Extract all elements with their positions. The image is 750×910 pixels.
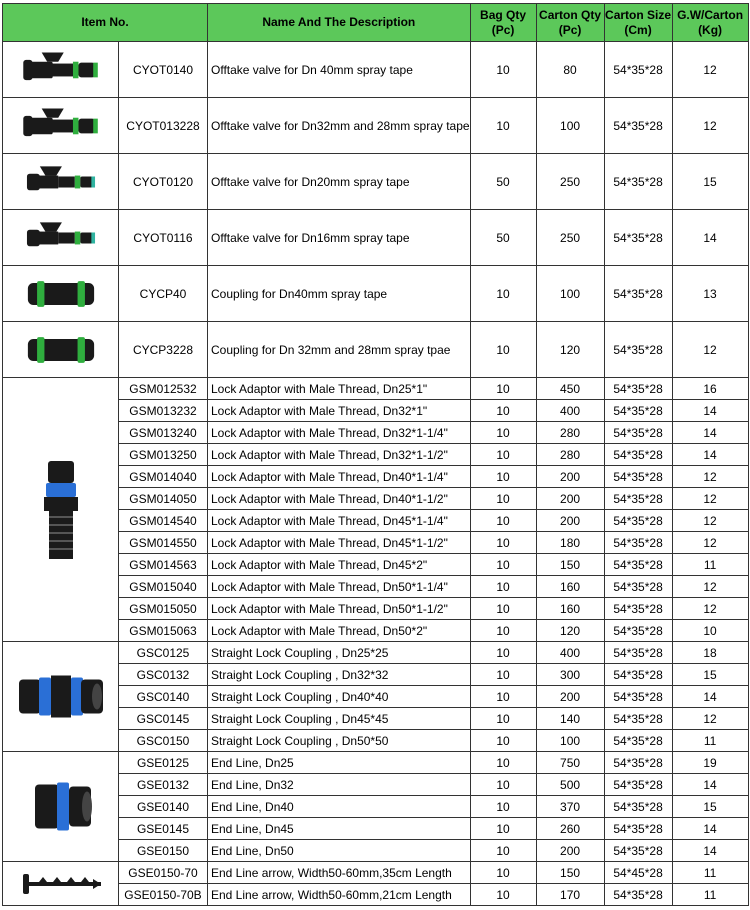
- end-line-arrow-icon: [3, 862, 119, 906]
- gross-weight: 15: [672, 664, 748, 686]
- item-description: Lock Adaptor with Male Thread, Dn40*1-1/2": [208, 488, 471, 510]
- carton-size: 54*35*28: [604, 322, 672, 378]
- carton-size: 54*35*28: [604, 532, 672, 554]
- carton-size: 54*35*28: [604, 884, 672, 906]
- item-description: Lock Adaptor with Male Thread, Dn45*1-1/4": [208, 510, 471, 532]
- item-description: Offtake valve for Dn20mm spray tape: [208, 154, 471, 210]
- bag-qty: 10: [470, 98, 536, 154]
- bag-qty: 10: [470, 400, 536, 422]
- gross-weight: 12: [672, 42, 748, 98]
- gross-weight: 11: [672, 884, 748, 906]
- carton-qty: 280: [536, 422, 604, 444]
- item-description: Offtake valve for Dn32mm and 28mm spray tape: [208, 98, 471, 154]
- gross-weight: 11: [672, 554, 748, 576]
- carton-qty: 80: [536, 42, 604, 98]
- item-code: GSM013250: [119, 444, 208, 466]
- bag-qty: 10: [470, 664, 536, 686]
- item-description: Straight Lock Coupling , Dn45*45: [208, 708, 471, 730]
- carton-size: 54*35*28: [604, 642, 672, 664]
- item-code: GSM014040: [119, 466, 208, 488]
- item-description: Straight Lock Coupling , Dn25*25: [208, 642, 471, 664]
- gross-weight: 10: [672, 620, 748, 642]
- bag-qty: 10: [470, 42, 536, 98]
- bag-qty: 10: [470, 488, 536, 510]
- gross-weight: 14: [672, 422, 748, 444]
- carton-qty: 250: [536, 154, 604, 210]
- item-code: CYOT013228: [119, 98, 208, 154]
- item-code: GSC0125: [119, 642, 208, 664]
- carton-qty: 180: [536, 532, 604, 554]
- header-gw: G.W/Carton (Kg): [672, 4, 748, 42]
- carton-qty: 160: [536, 598, 604, 620]
- gross-weight: 12: [672, 708, 748, 730]
- item-code: GSM013232: [119, 400, 208, 422]
- bag-qty: 10: [470, 554, 536, 576]
- item-description: Straight Lock Coupling , Dn50*50: [208, 730, 471, 752]
- carton-qty: 100: [536, 266, 604, 322]
- gross-weight: 12: [672, 488, 748, 510]
- item-description: Offtake valve for Dn16mm spray tape: [208, 210, 471, 266]
- item-description: End Line, Dn25: [208, 752, 471, 774]
- item-code: CYCP40: [119, 266, 208, 322]
- item-description: End Line arrow, Width50-60mm,21cm Length: [208, 884, 471, 906]
- gross-weight: 16: [672, 378, 748, 400]
- item-code: GSM014550: [119, 532, 208, 554]
- item-code: GSM015040: [119, 576, 208, 598]
- item-code: GSM014563: [119, 554, 208, 576]
- table-row: [3, 42, 749, 98]
- item-description: Lock Adaptor with Male Thread, Dn50*2": [208, 620, 471, 642]
- item-description: Lock Adaptor with Male Thread, Dn32*1": [208, 400, 471, 422]
- carton-size: 54*35*28: [604, 400, 672, 422]
- table-row: [3, 154, 749, 210]
- item-code: GSE0125: [119, 752, 208, 774]
- gross-weight: 14: [672, 840, 748, 862]
- bag-qty: 10: [470, 642, 536, 664]
- bag-qty: 10: [470, 620, 536, 642]
- item-code: CYOT0116: [119, 210, 208, 266]
- carton-qty: 200: [536, 510, 604, 532]
- carton-size: 54*35*28: [604, 378, 672, 400]
- bag-qty: 10: [470, 774, 536, 796]
- carton-qty: 750: [536, 752, 604, 774]
- offtake-valve-small-icon: [3, 154, 119, 210]
- gross-weight: 11: [672, 862, 748, 884]
- item-code: GSE0150-70B: [119, 884, 208, 906]
- carton-size: 54*35*28: [604, 664, 672, 686]
- gross-weight: 12: [672, 576, 748, 598]
- carton-size: 54*35*28: [604, 576, 672, 598]
- product-table: [2, 3, 749, 906]
- straight-lock-coupling-icon: [3, 642, 119, 752]
- item-code: GSE0145: [119, 818, 208, 840]
- bag-qty: 10: [470, 510, 536, 532]
- bag-qty: 10: [470, 862, 536, 884]
- carton-qty: 100: [536, 730, 604, 752]
- bag-qty: 10: [470, 818, 536, 840]
- item-code: GSC0145: [119, 708, 208, 730]
- bag-qty: 50: [470, 154, 536, 210]
- item-description: Straight Lock Coupling , Dn32*32: [208, 664, 471, 686]
- carton-qty: 100: [536, 98, 604, 154]
- offtake-valve-icon: [3, 98, 119, 154]
- carton-size: 54*35*28: [604, 708, 672, 730]
- carton-qty: 150: [536, 862, 604, 884]
- carton-size: 54*35*28: [604, 444, 672, 466]
- item-code: GSM014540: [119, 510, 208, 532]
- carton-size: 54*35*28: [604, 554, 672, 576]
- item-code: GSM015050: [119, 598, 208, 620]
- carton-size: 54*35*28: [604, 154, 672, 210]
- bag-qty: 10: [470, 266, 536, 322]
- gross-weight: 14: [672, 210, 748, 266]
- carton-qty: 200: [536, 488, 604, 510]
- carton-size: 54*35*28: [604, 598, 672, 620]
- carton-qty: 280: [536, 444, 604, 466]
- item-code: GSM014050: [119, 488, 208, 510]
- carton-qty: 120: [536, 322, 604, 378]
- item-code: GSE0150: [119, 840, 208, 862]
- item-code: GSM015063: [119, 620, 208, 642]
- table-row: [3, 642, 749, 664]
- gross-weight: 12: [672, 510, 748, 532]
- table-row: [3, 862, 749, 884]
- carton-size: 54*35*28: [604, 266, 672, 322]
- header-name: Name And The Description: [208, 4, 471, 42]
- carton-size: 54*35*28: [604, 752, 672, 774]
- gross-weight: 12: [672, 532, 748, 554]
- bag-qty: 10: [470, 686, 536, 708]
- carton-size: 54*35*28: [604, 796, 672, 818]
- bag-qty: 10: [470, 884, 536, 906]
- carton-size: 54*35*28: [604, 98, 672, 154]
- carton-qty: 400: [536, 642, 604, 664]
- carton-qty: 200: [536, 840, 604, 862]
- bag-qty: 10: [470, 840, 536, 862]
- carton-size: 54*35*28: [604, 730, 672, 752]
- gross-weight: 15: [672, 796, 748, 818]
- item-description: Straight Lock Coupling , Dn40*40: [208, 686, 471, 708]
- carton-qty: 300: [536, 664, 604, 686]
- coupling-icon: [3, 322, 119, 378]
- gross-weight: 12: [672, 598, 748, 620]
- carton-qty: 500: [536, 774, 604, 796]
- item-description: Lock Adaptor with Male Thread, Dn50*1-1/4": [208, 576, 471, 598]
- carton-qty: 150: [536, 554, 604, 576]
- carton-size: 54*35*28: [604, 686, 672, 708]
- gross-weight: 12: [672, 466, 748, 488]
- item-code: GSE0140: [119, 796, 208, 818]
- item-code: CYOT0120: [119, 154, 208, 210]
- carton-size: 54*35*28: [604, 510, 672, 532]
- header-carton-qty: Carton Qty (Pc): [536, 4, 604, 42]
- carton-qty: 200: [536, 686, 604, 708]
- bag-qty: 10: [470, 576, 536, 598]
- carton-qty: 160: [536, 576, 604, 598]
- carton-size: 54*35*28: [604, 466, 672, 488]
- item-description: Offtake valve for Dn 40mm spray tape: [208, 42, 471, 98]
- carton-size: 54*35*28: [604, 42, 672, 98]
- gross-weight: 14: [672, 400, 748, 422]
- item-description: End Line, Dn40: [208, 796, 471, 818]
- header-carton-size: Carton Size (Cm): [604, 4, 672, 42]
- coupling-icon: [3, 266, 119, 322]
- carton-size: 54*35*28: [604, 422, 672, 444]
- table-row: [3, 752, 749, 774]
- item-code: GSM013240: [119, 422, 208, 444]
- bag-qty: 10: [470, 598, 536, 620]
- carton-size: 54*35*28: [604, 818, 672, 840]
- carton-size: 54*35*28: [604, 210, 672, 266]
- bag-qty: 10: [470, 422, 536, 444]
- carton-qty: 250: [536, 210, 604, 266]
- carton-size: 54*45*28: [604, 862, 672, 884]
- item-code: GSE0132: [119, 774, 208, 796]
- item-description: Coupling for Dn 32mm and 28mm spray tpae: [208, 322, 471, 378]
- offtake-valve-small-icon: [3, 210, 119, 266]
- header-row: [3, 4, 749, 42]
- bag-qty: 50: [470, 210, 536, 266]
- carton-qty: 120: [536, 620, 604, 642]
- item-description: End Line arrow, Width50-60mm,35cm Length: [208, 862, 471, 884]
- item-code: GSE0150-70: [119, 862, 208, 884]
- carton-qty: 260: [536, 818, 604, 840]
- item-description: Lock Adaptor with Male Thread, Dn32*1-1/4": [208, 422, 471, 444]
- table-row: [3, 322, 749, 378]
- gross-weight: 15: [672, 154, 748, 210]
- item-description: End Line, Dn45: [208, 818, 471, 840]
- carton-size: 54*35*28: [604, 774, 672, 796]
- item-description: Lock Adaptor with Male Thread, Dn25*1": [208, 378, 471, 400]
- item-description: End Line, Dn32: [208, 774, 471, 796]
- table-row: [3, 266, 749, 322]
- table-row: [3, 210, 749, 266]
- gross-weight: 19: [672, 752, 748, 774]
- item-code: CYCP3228: [119, 322, 208, 378]
- male-thread-adaptor-icon: [3, 378, 119, 642]
- item-description: Lock Adaptor with Male Thread, Dn50*1-1/2": [208, 598, 471, 620]
- bag-qty: 10: [470, 444, 536, 466]
- gross-weight: 14: [672, 818, 748, 840]
- gross-weight: 12: [672, 98, 748, 154]
- header-bag-qty: Bag Qty (Pc): [470, 4, 536, 42]
- table-row: [3, 98, 749, 154]
- bag-qty: 10: [470, 796, 536, 818]
- gross-weight: 14: [672, 774, 748, 796]
- gross-weight: 11: [672, 730, 748, 752]
- bag-qty: 10: [470, 378, 536, 400]
- bag-qty: 10: [470, 730, 536, 752]
- item-code: GSC0132: [119, 664, 208, 686]
- end-line-icon: [3, 752, 119, 862]
- gross-weight: 18: [672, 642, 748, 664]
- item-description: Lock Adaptor with Male Thread, Dn32*1-1/2": [208, 444, 471, 466]
- bag-qty: 10: [470, 708, 536, 730]
- item-code: GSC0140: [119, 686, 208, 708]
- carton-size: 54*35*28: [604, 488, 672, 510]
- carton-qty: 450: [536, 378, 604, 400]
- gross-weight: 14: [672, 444, 748, 466]
- carton-qty: 200: [536, 466, 604, 488]
- table-row: [3, 378, 749, 400]
- item-description: Lock Adaptor with Male Thread, Dn45*2": [208, 554, 471, 576]
- gross-weight: 13: [672, 266, 748, 322]
- bag-qty: 10: [470, 532, 536, 554]
- offtake-valve-icon: [3, 42, 119, 98]
- item-description: Coupling for Dn40mm spray tape: [208, 266, 471, 322]
- item-description: End Line, Dn50: [208, 840, 471, 862]
- item-code: GSM012532: [119, 378, 208, 400]
- gross-weight: 14: [672, 686, 748, 708]
- carton-size: 54*35*28: [604, 620, 672, 642]
- gross-weight: 12: [672, 322, 748, 378]
- bag-qty: 10: [470, 466, 536, 488]
- item-description: Lock Adaptor with Male Thread, Dn40*1-1/4": [208, 466, 471, 488]
- item-description: Lock Adaptor with Male Thread, Dn45*1-1/2": [208, 532, 471, 554]
- item-code: GSC0150: [119, 730, 208, 752]
- carton-size: 54*35*28: [604, 840, 672, 862]
- carton-qty: 140: [536, 708, 604, 730]
- bag-qty: 10: [470, 322, 536, 378]
- carton-qty: 170: [536, 884, 604, 906]
- carton-qty: 400: [536, 400, 604, 422]
- item-code: CYOT0140: [119, 42, 208, 98]
- bag-qty: 10: [470, 752, 536, 774]
- header-item-no: Item No.: [3, 4, 208, 42]
- carton-qty: 370: [536, 796, 604, 818]
